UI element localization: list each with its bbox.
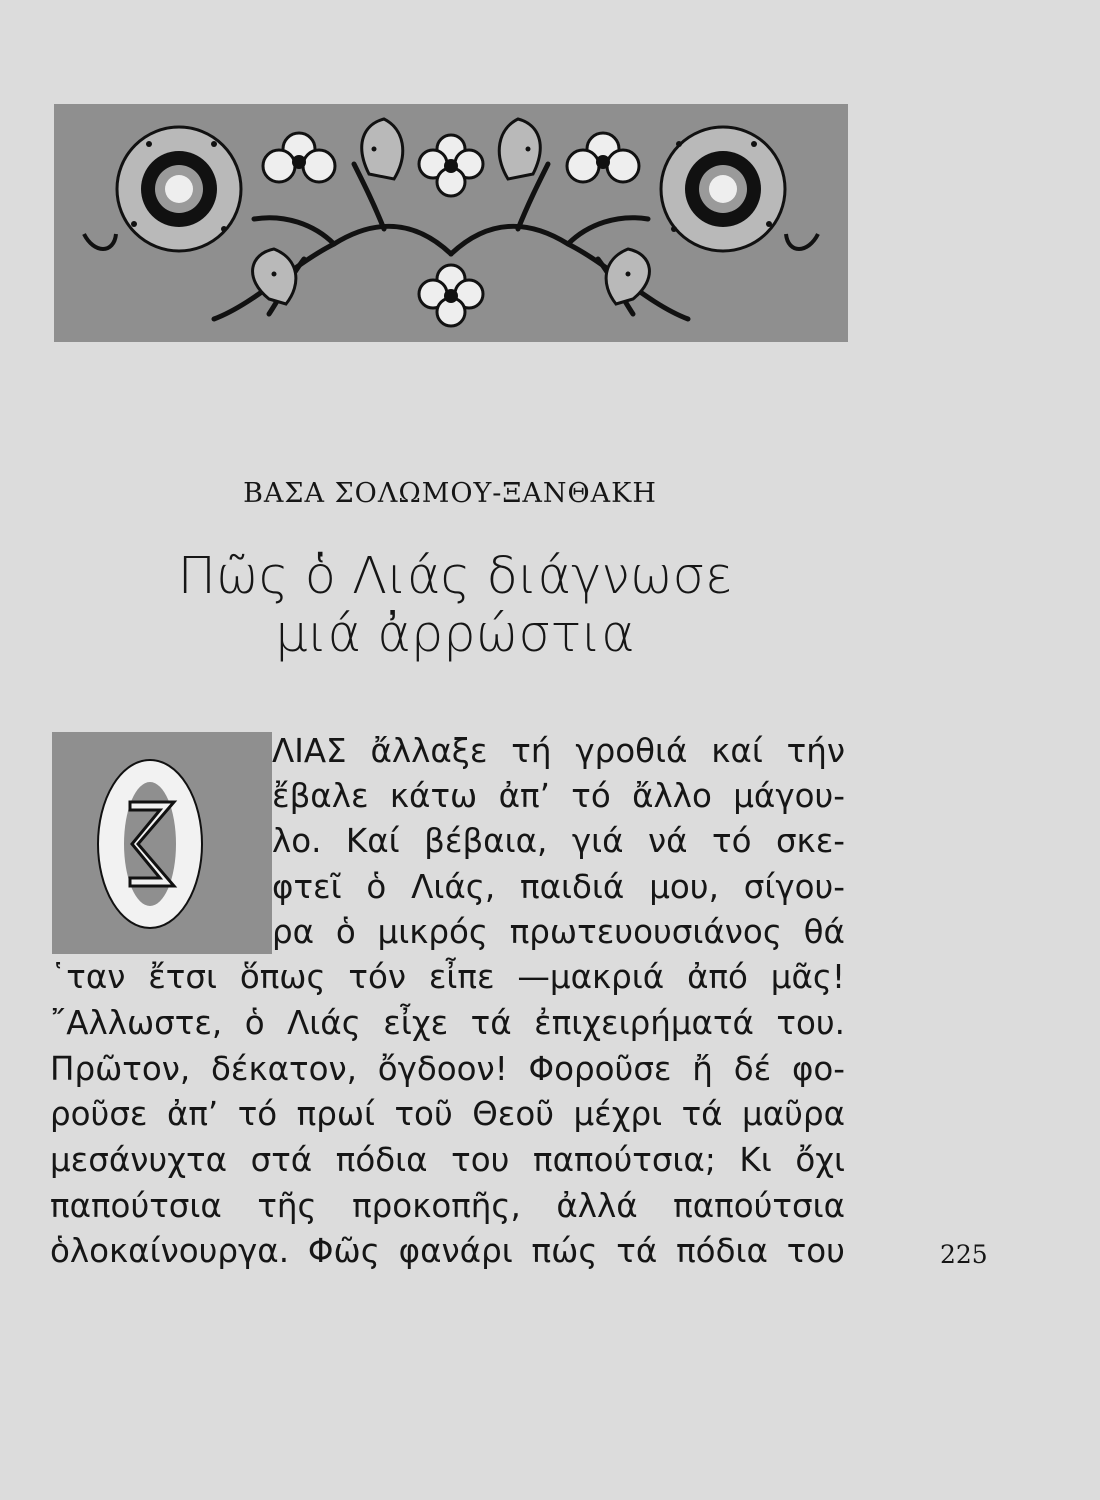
body-line: ὁλοκαίνουργα. Φῶς φανάρι πώς τά πόδια του [50,1232,845,1270]
body-line: φτεῖ ὁ Λιάς, παιδιά μου, σίγου- [272,868,845,906]
story-title [0,548,910,664]
initial-letter-o-icon [52,732,272,954]
body-line: ρα ὁ μικρός πρωτευουσιάνος θά [272,913,845,951]
drop-cap [52,732,272,954]
body-line: ΛΙΑΣ ἄλλαξε τή γροθιά καί τήν [272,732,845,770]
body-line: ῾ταν ἔτσι ὅπως τόν εἶπε —μακριά ἀπό μᾶς! [50,958,845,996]
body-line: Πρῶτον, δέκατον, ὄγδοον! Φοροῦσε ἤ δέ φο- [50,1050,845,1088]
body-line: ῎Αλλωστε, ὁ Λιάς εἶχε τά ἐπιχειρήματά του. [50,1004,845,1042]
body-line: μεσάνυχτα στά πόδια του παπούτσια; Κι ὄχι [50,1141,845,1179]
body-line: παπούτσια τῆς προκοπῆς, ἀλλά παπούτσια [50,1187,845,1225]
story-title-line-1: Πῶς ὁ Λιάς διάγνωσε [177,547,733,606]
body-line: ἔβαλε κάτω ἀπ’ τό ἄλλο μάγου- [272,777,845,815]
body-line: λο. Καί βέβαια, γιά νά τό σκε- [272,822,845,860]
body-line: ροῦσε ἀπ’ τό πρωί τοῦ Θεοῦ μέχρι τά μαῦρα [50,1095,845,1133]
floral-ornament-icon [54,104,848,342]
drop-cap-letter: Ο [52,732,53,733]
story-title-line-2: μιά ἀρρώστια [275,605,635,664]
page-number: 225 [940,1240,988,1269]
floral-ornament-banner [54,104,848,342]
author-name: ΒΑΣΑ ΣΟΛΩΜΟΥ-ΞΑΝΘΑΚΗ [243,478,657,509]
